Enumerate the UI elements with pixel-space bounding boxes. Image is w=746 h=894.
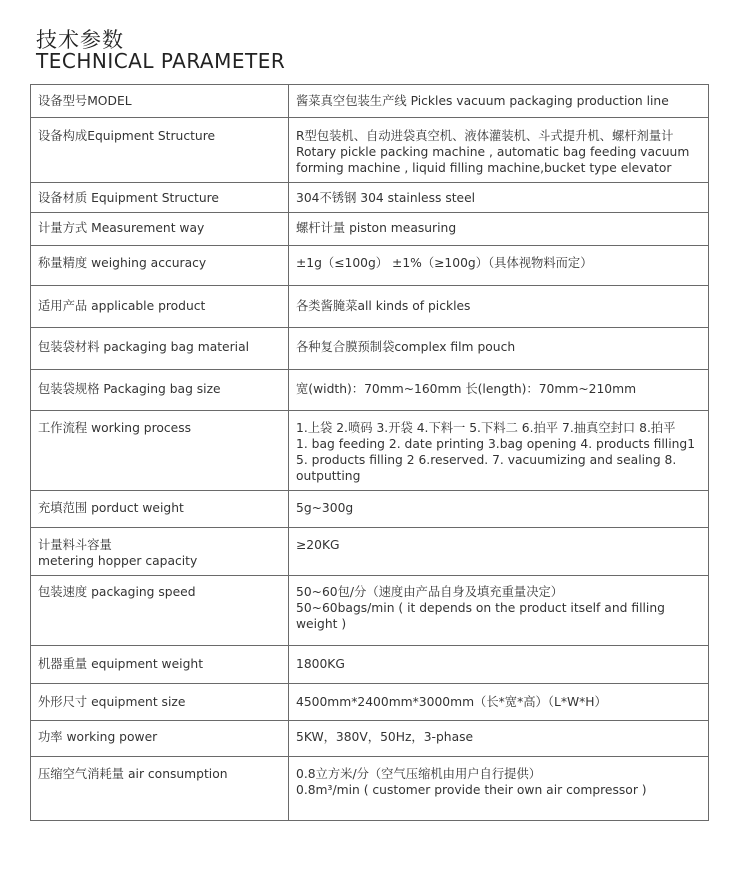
param-value: ≥20KG xyxy=(289,528,709,576)
table-row xyxy=(31,118,709,183)
param-value: 各种复合膜预制袋complex film pouch xyxy=(289,328,709,370)
param-label: 充填范围 porduct weight xyxy=(31,491,289,528)
table-row xyxy=(31,721,709,757)
param-value: 0.8立方米/分（空气压缩机由用户自行提供） 0.8m³/min ( customer provide their own air compressor ) xyxy=(289,757,709,821)
table-row xyxy=(31,528,709,576)
param-label: 称量精度 weighing accuracy xyxy=(31,246,289,286)
param-label: 设备构成Equipment Structure xyxy=(31,118,289,183)
table-row xyxy=(31,411,709,491)
param-label: 功率 working power xyxy=(31,721,289,757)
table-row xyxy=(31,646,709,684)
table-row xyxy=(31,370,709,411)
param-value: 1800KG xyxy=(289,646,709,684)
table-row xyxy=(31,757,709,821)
param-label: 设备材质 Equipment Structure xyxy=(31,183,289,213)
page-title-en: TECHNICAL PARAMETER xyxy=(36,49,286,73)
param-value: 宽(width)：70mm~160mm 长(length)：70mm~210mm xyxy=(289,370,709,411)
page-title-cn: 技术参数 xyxy=(36,28,124,52)
param-label: 压缩空气消耗量 air consumption xyxy=(31,757,289,821)
param-value: 4500mm*2400mm*3000mm（长*宽*高）（L*W*H） xyxy=(289,684,709,721)
param-value: 各类酱腌菜all kinds of pickles xyxy=(289,286,709,328)
param-value: 5KW，380V，50Hz，3-phase xyxy=(289,721,709,757)
param-label: 外形尺寸 equipment size xyxy=(31,684,289,721)
param-value: R型包装机、自动进袋真空机、液体灌装机、斗式提升机、螺杆剂量计 Rotary pickle packing machine , automatic bag feeding vacuum forming machine , liquid filling machine,bucket type elevator xyxy=(289,118,709,183)
param-label: 工作流程 working process xyxy=(31,411,289,491)
param-value: 5g~300g xyxy=(289,491,709,528)
table-row xyxy=(31,491,709,528)
table-row xyxy=(31,684,709,721)
table-row xyxy=(31,576,709,646)
param-label: 包装袋规格 Packaging bag size xyxy=(31,370,289,411)
param-value: 1.上袋 2.喷码 3.开袋 4.下料一 5.下料二 6.拍平 7.抽真空封口 8.拍平 1. bag feeding 2. date printing 3.bag opening 4. products filling1 5. products filling 2 6.reserved. 7. vacuumizing and sealing 8. outputting xyxy=(289,411,709,491)
param-value: 螺杆计量 piston measuring xyxy=(289,213,709,246)
param-label: 包装速度 packaging speed xyxy=(31,576,289,646)
param-label: 计量方式 Measurement way xyxy=(31,213,289,246)
param-label: 适用产品 applicable product xyxy=(31,286,289,328)
param-value: 50~60包/分（速度由产品自身及填充重量决定） 50~60bags/min ( it depends on the product itself and filling weight ) xyxy=(289,576,709,646)
table-row xyxy=(31,328,709,370)
param-label: 机器重量 equipment weight xyxy=(31,646,289,684)
table-row xyxy=(31,183,709,213)
table-row xyxy=(31,85,709,118)
table-row xyxy=(31,286,709,328)
table-row xyxy=(31,246,709,286)
param-label: 包装袋材料 packaging bag material xyxy=(31,328,289,370)
parameter-table xyxy=(30,84,709,821)
param-label: 计量料斗容量 metering hopper capacity xyxy=(31,528,289,576)
param-value: 酱菜真空包装生产线 Pickles vacuum packaging production line xyxy=(289,85,709,118)
table-row xyxy=(31,213,709,246)
param-value: 304不锈钢 304 stainless steel xyxy=(289,183,709,213)
param-value: ±1g（≤100g） ±1%（≥100g）（具体视物料而定） xyxy=(289,246,709,286)
param-label: 设备型号MODEL xyxy=(31,85,289,118)
